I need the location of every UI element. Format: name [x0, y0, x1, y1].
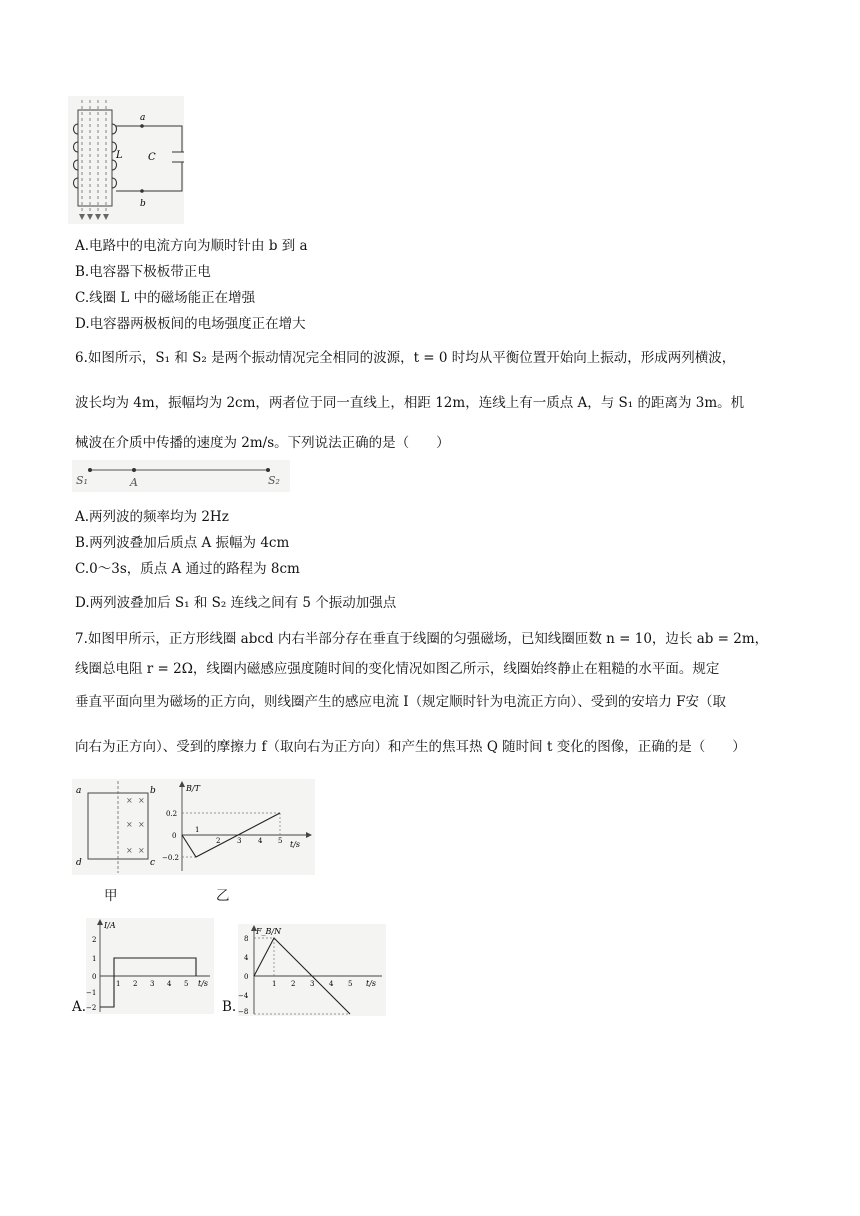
- option-b-ytick-3: −4: [238, 992, 249, 1000]
- caption-jia: 甲: [104, 888, 118, 904]
- graph-yi-xtick-3: 4: [258, 837, 263, 845]
- q6-stem-line-3: 械波在介质中传播的速度为 2m/s。下列说法正确的是（ ）: [75, 435, 450, 451]
- option-a-xlabel: t/s: [198, 979, 209, 988]
- graph-yi-xlabel: t/s: [290, 840, 301, 849]
- option-a-ytick-1: 1: [92, 955, 97, 963]
- option-b-ytick-4: −8: [238, 1008, 249, 1016]
- graph-yi-ytick-0: 0.2: [166, 810, 178, 818]
- option-a-xtick-0: 1: [116, 980, 121, 988]
- q6-stem-line-1: 6.如图所示，S₁ 和 S₂ 是两个振动情况完全相同的波源，t = 0 时均从平衡位置开始向上振动，形成两列横波，: [75, 350, 736, 366]
- q7-stem-line-1: 7.如图甲所示，正方形线圈 abcd 内右半部分存在垂直于线圈的匀强磁场，已知线圈匝数 n = 10，边长 ab = 2m，: [75, 631, 769, 647]
- q6-stem-line-2: 波长均为 4m，振幅均为 2cm，两者位于同一直线上，相距 12m，连线上有一质点 A，与 S₁ 的距离为 3m。机: [75, 395, 745, 411]
- caption-yi: 乙: [216, 888, 230, 904]
- b-t-graph: [160, 779, 315, 875]
- option-b-xtick-1: 2: [291, 980, 296, 988]
- q6-option-a: A.两列波的频率均为 2Hz: [75, 509, 229, 525]
- q7-stem-line-3: 垂直平面向里为磁场的正方向，则线圈产生的感应电流 I（规定顺时针为电流正方向）、受到的安培力 F安（取: [75, 694, 727, 710]
- option-b-f-t-graph: [238, 924, 386, 1016]
- option-a-i-t-graph: [86, 918, 214, 1014]
- corner-d-label: d: [76, 858, 82, 868]
- option-a-ylabel: I/A: [104, 921, 116, 930]
- option-b-ylabel: F_B/N: [256, 927, 282, 936]
- q5-option-a: A.电路中的电流方向为顺时针由 b 到 a: [75, 238, 308, 254]
- q5-option-c: C.线圈 L 中的磁场能正在增强: [75, 290, 256, 306]
- option-b-graph-figure: [238, 924, 386, 1016]
- svg-text:×: ×: [138, 846, 145, 855]
- svg-text:×: ×: [126, 820, 133, 829]
- q7-stem-line-2: 线圈总电阻 r = 2Ω，线圈内磁感应强度随时间的变化情况如图乙所示，线圈始终静止在粗糙的水平面。规定: [75, 661, 720, 677]
- s1-label: S₁: [76, 474, 88, 487]
- graph-yi-xtick-2: 3: [237, 837, 242, 845]
- svg-text:×: ×: [138, 796, 145, 805]
- graph-yi-xtick-1: 2: [216, 837, 221, 845]
- inductor-l-label: L: [116, 150, 123, 161]
- option-b-label: B.: [222, 999, 237, 1015]
- graph-yi-xtick-4: 5: [278, 837, 283, 845]
- option-a-xtick-3: 4: [167, 980, 172, 988]
- option-a-label: A.: [72, 999, 87, 1015]
- graph-yi-ytick-2: −0.2: [162, 854, 179, 862]
- svg-text:×: ×: [138, 820, 145, 829]
- option-a-ytick-2: 0: [92, 973, 97, 981]
- b-t-graph-figure: [160, 779, 315, 875]
- q5-option-b: B.电容器下极板带正电: [75, 264, 211, 280]
- option-a-xtick-1: 2: [133, 980, 138, 988]
- option-b-xtick-4: 5: [348, 980, 353, 988]
- q6-option-d: D.两列波叠加后 S₁ 和 S₂ 连线之间有 5 个振动加强点: [75, 595, 397, 611]
- q7-stem-line-4: 向右为正方向）、受到的摩擦力 f（取向右为正方向）和产生的焦耳热 Q 随时间 t 变化的图像，正确的是（ ）: [75, 739, 746, 755]
- lc-circuit-figure: [68, 96, 184, 224]
- option-b-ytick-2: 0: [244, 973, 249, 981]
- option-a-ytick-0: 2: [92, 936, 97, 944]
- option-a-graph-figure: [86, 918, 214, 1014]
- q5-option-d: D.电容器两极板间的电场强度正在增大: [75, 316, 306, 332]
- s2-label: S₂: [268, 474, 280, 487]
- square-coil-diagram: [72, 779, 160, 875]
- point-a-label: a: [140, 113, 146, 123]
- q6-option-b: B.两列波叠加后质点 A 振幅为 4cm: [75, 535, 290, 551]
- square-coil-figure: [72, 779, 160, 875]
- option-a-xtick-2: 3: [150, 980, 155, 988]
- option-a-xtick-4: 5: [184, 980, 189, 988]
- option-b-ytick-1: 4: [244, 954, 249, 962]
- option-a-ytick-4: −2: [86, 1004, 97, 1012]
- q6-option-c: C.0～3s，质点 A 通过的路程为 8cm: [75, 561, 300, 577]
- option-a-ytick-3: −1: [86, 989, 97, 997]
- wave-sources-figure: [72, 460, 290, 492]
- graph-yi-ytick-1: 0: [172, 832, 177, 840]
- capacitor-c-label: C: [148, 152, 156, 163]
- svg-text:×: ×: [126, 846, 133, 855]
- graph-yi-xtick-0: 1: [195, 826, 200, 834]
- corner-b-label: b: [150, 786, 156, 796]
- option-b-xtick-2: 3: [310, 980, 315, 988]
- corner-c-label: c: [150, 858, 156, 868]
- wave-sources-diagram: [72, 460, 290, 492]
- lc-circuit-diagram: [68, 96, 184, 224]
- svg-text:×: ×: [126, 796, 133, 805]
- option-b-xtick-3: 4: [329, 980, 334, 988]
- point-b-label: b: [140, 199, 146, 209]
- option-b-xlabel: t/s: [366, 979, 377, 988]
- point-a-label: A: [130, 476, 138, 489]
- corner-a-label: a: [76, 786, 82, 796]
- option-b-ytick-0: 8: [244, 935, 249, 943]
- graph-yi-ylabel: B/T: [186, 784, 200, 793]
- option-b-xtick-0: 1: [272, 980, 277, 988]
